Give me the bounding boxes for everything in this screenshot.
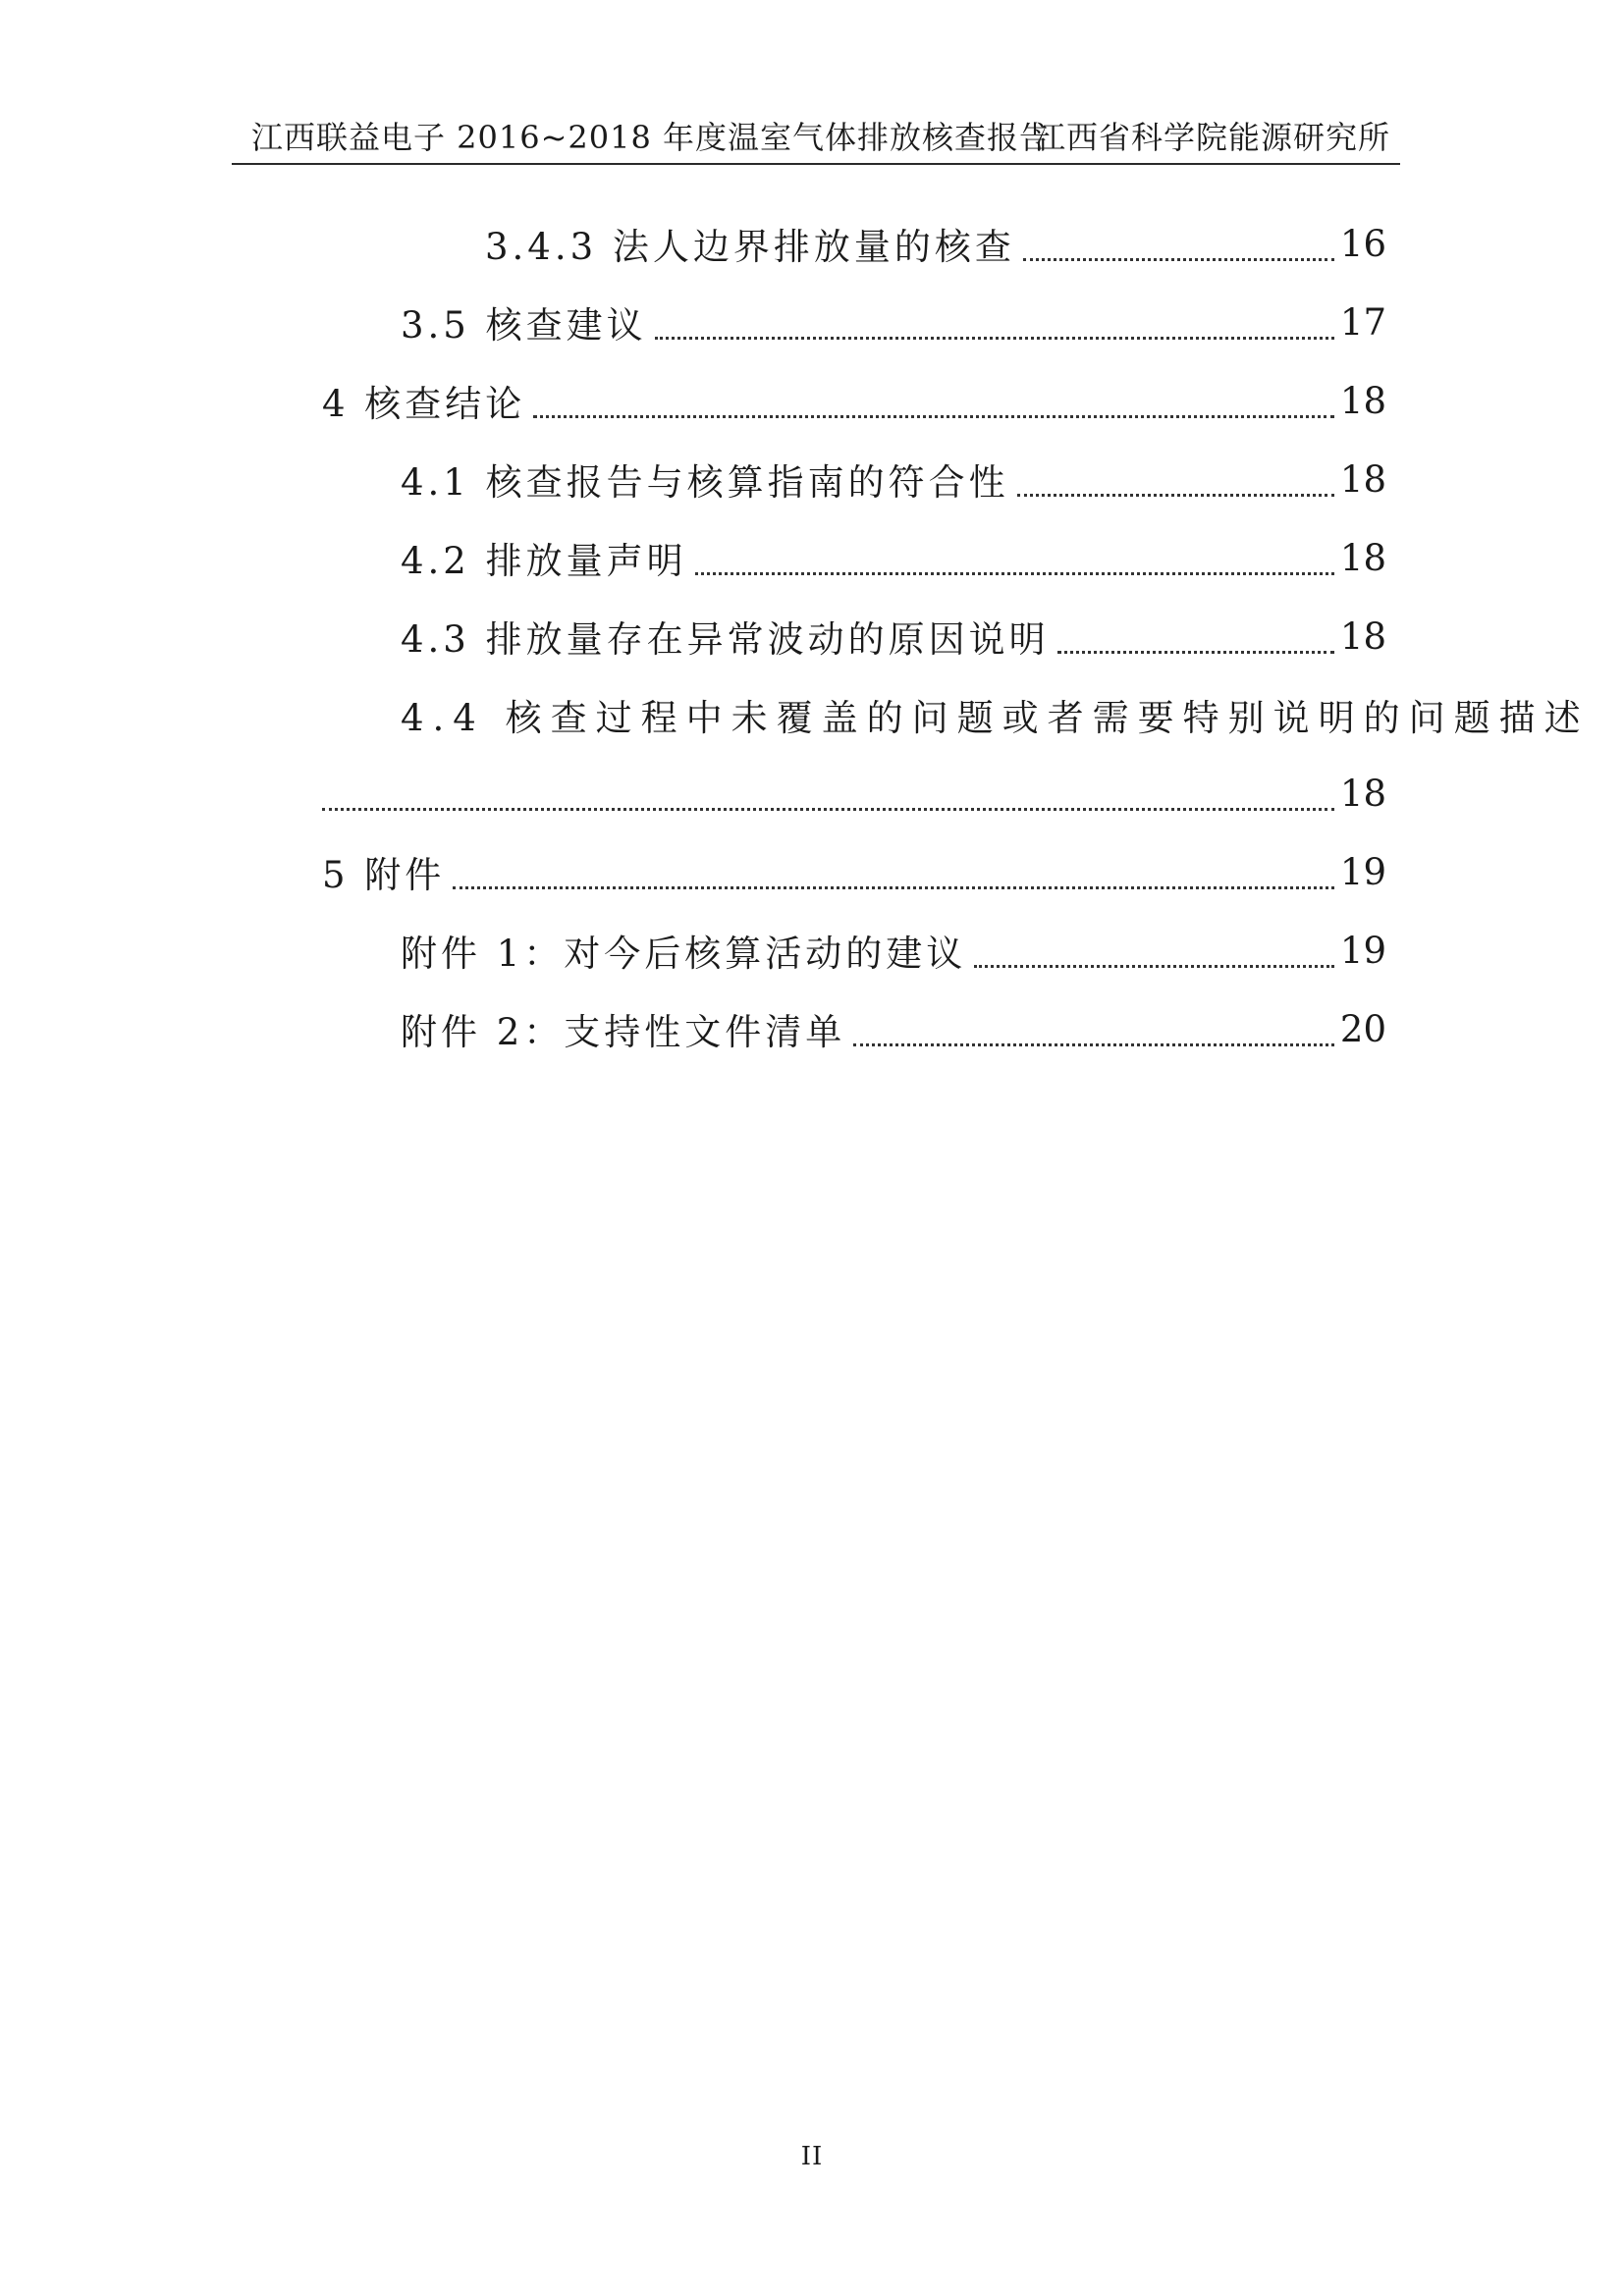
toc-leader-dots [1017, 494, 1334, 497]
toc-entry-4-4-leader[interactable] [322, 754, 1386, 832]
toc-leader-dots [322, 808, 1334, 811]
page-header [232, 118, 1400, 165]
header-institute-name: 江西省科学院能源研究所 [1033, 119, 1390, 156]
toc-entry-page: 18 [1339, 772, 1386, 815]
toc-entry-3-4-3[interactable] [322, 204, 1386, 283]
toc-entry-4[interactable] [322, 361, 1386, 440]
toc-entry-title: 5 附件 [322, 854, 446, 896]
toc-entry-5[interactable] [322, 832, 1386, 911]
toc-entry-page: 18 [1339, 614, 1386, 658]
toc-entry-4-3[interactable] [322, 597, 1386, 675]
header-report-title: 江西联益电子 2016~2018 年度温室气体排放核查报告 [251, 119, 1053, 156]
toc-entry-4-1[interactable] [322, 440, 1386, 518]
toc-entry-3-5[interactable] [322, 283, 1386, 361]
toc-leader-dots [1023, 258, 1334, 261]
toc-leader-dots [533, 415, 1334, 418]
toc-entry-title: 4.1 核查报告与核算指南的符合性 [401, 461, 1009, 504]
toc-entry-title: 3.5 核查建议 [401, 304, 647, 347]
toc-entry-page: 18 [1339, 536, 1386, 579]
toc-leader-dots [453, 886, 1334, 889]
toc-entry-page: 17 [1339, 300, 1386, 344]
toc-leader-dots [695, 572, 1334, 575]
toc-leader-dots [1057, 651, 1334, 654]
toc-entry-page: 16 [1339, 222, 1386, 265]
page-number: II [800, 2142, 824, 2171]
toc-entry-4-2[interactable] [322, 518, 1386, 597]
toc-leader-dots [974, 965, 1334, 968]
toc-entry-appendix-1[interactable] [322, 911, 1386, 989]
toc-entry-title: 4 核查结论 [322, 383, 526, 425]
toc-entry-appendix-2[interactable] [322, 989, 1386, 1068]
toc-entry-title: 4.3 排放量存在异常波动的原因说明 [401, 618, 1050, 661]
toc-leader-dots [655, 337, 1334, 340]
toc-entry-page: 20 [1339, 1007, 1386, 1050]
toc-entry-title: 3.4.3 法人边界排放量的核查 [485, 226, 1015, 268]
toc-entry-title: 4.4 核查过程中未覆盖的问题或者需要特别说明的问题描述 [401, 697, 1590, 739]
toc-leader-dots [853, 1043, 1334, 1046]
toc-entry-title: 4.2 排放量声明 [401, 540, 687, 582]
toc-entry-title: 附件 1：对今后核算活动的建议 [401, 933, 967, 975]
toc-entry-title: 附件 2：支持性文件清单 [401, 1011, 846, 1053]
toc-entry-4-4[interactable] [322, 675, 1590, 754]
toc-entry-page: 19 [1339, 850, 1386, 893]
toc-entry-page: 18 [1339, 457, 1386, 501]
toc-entry-page: 18 [1339, 379, 1386, 422]
table-of-contents [322, 204, 1590, 1068]
toc-entry-page: 19 [1339, 929, 1386, 972]
